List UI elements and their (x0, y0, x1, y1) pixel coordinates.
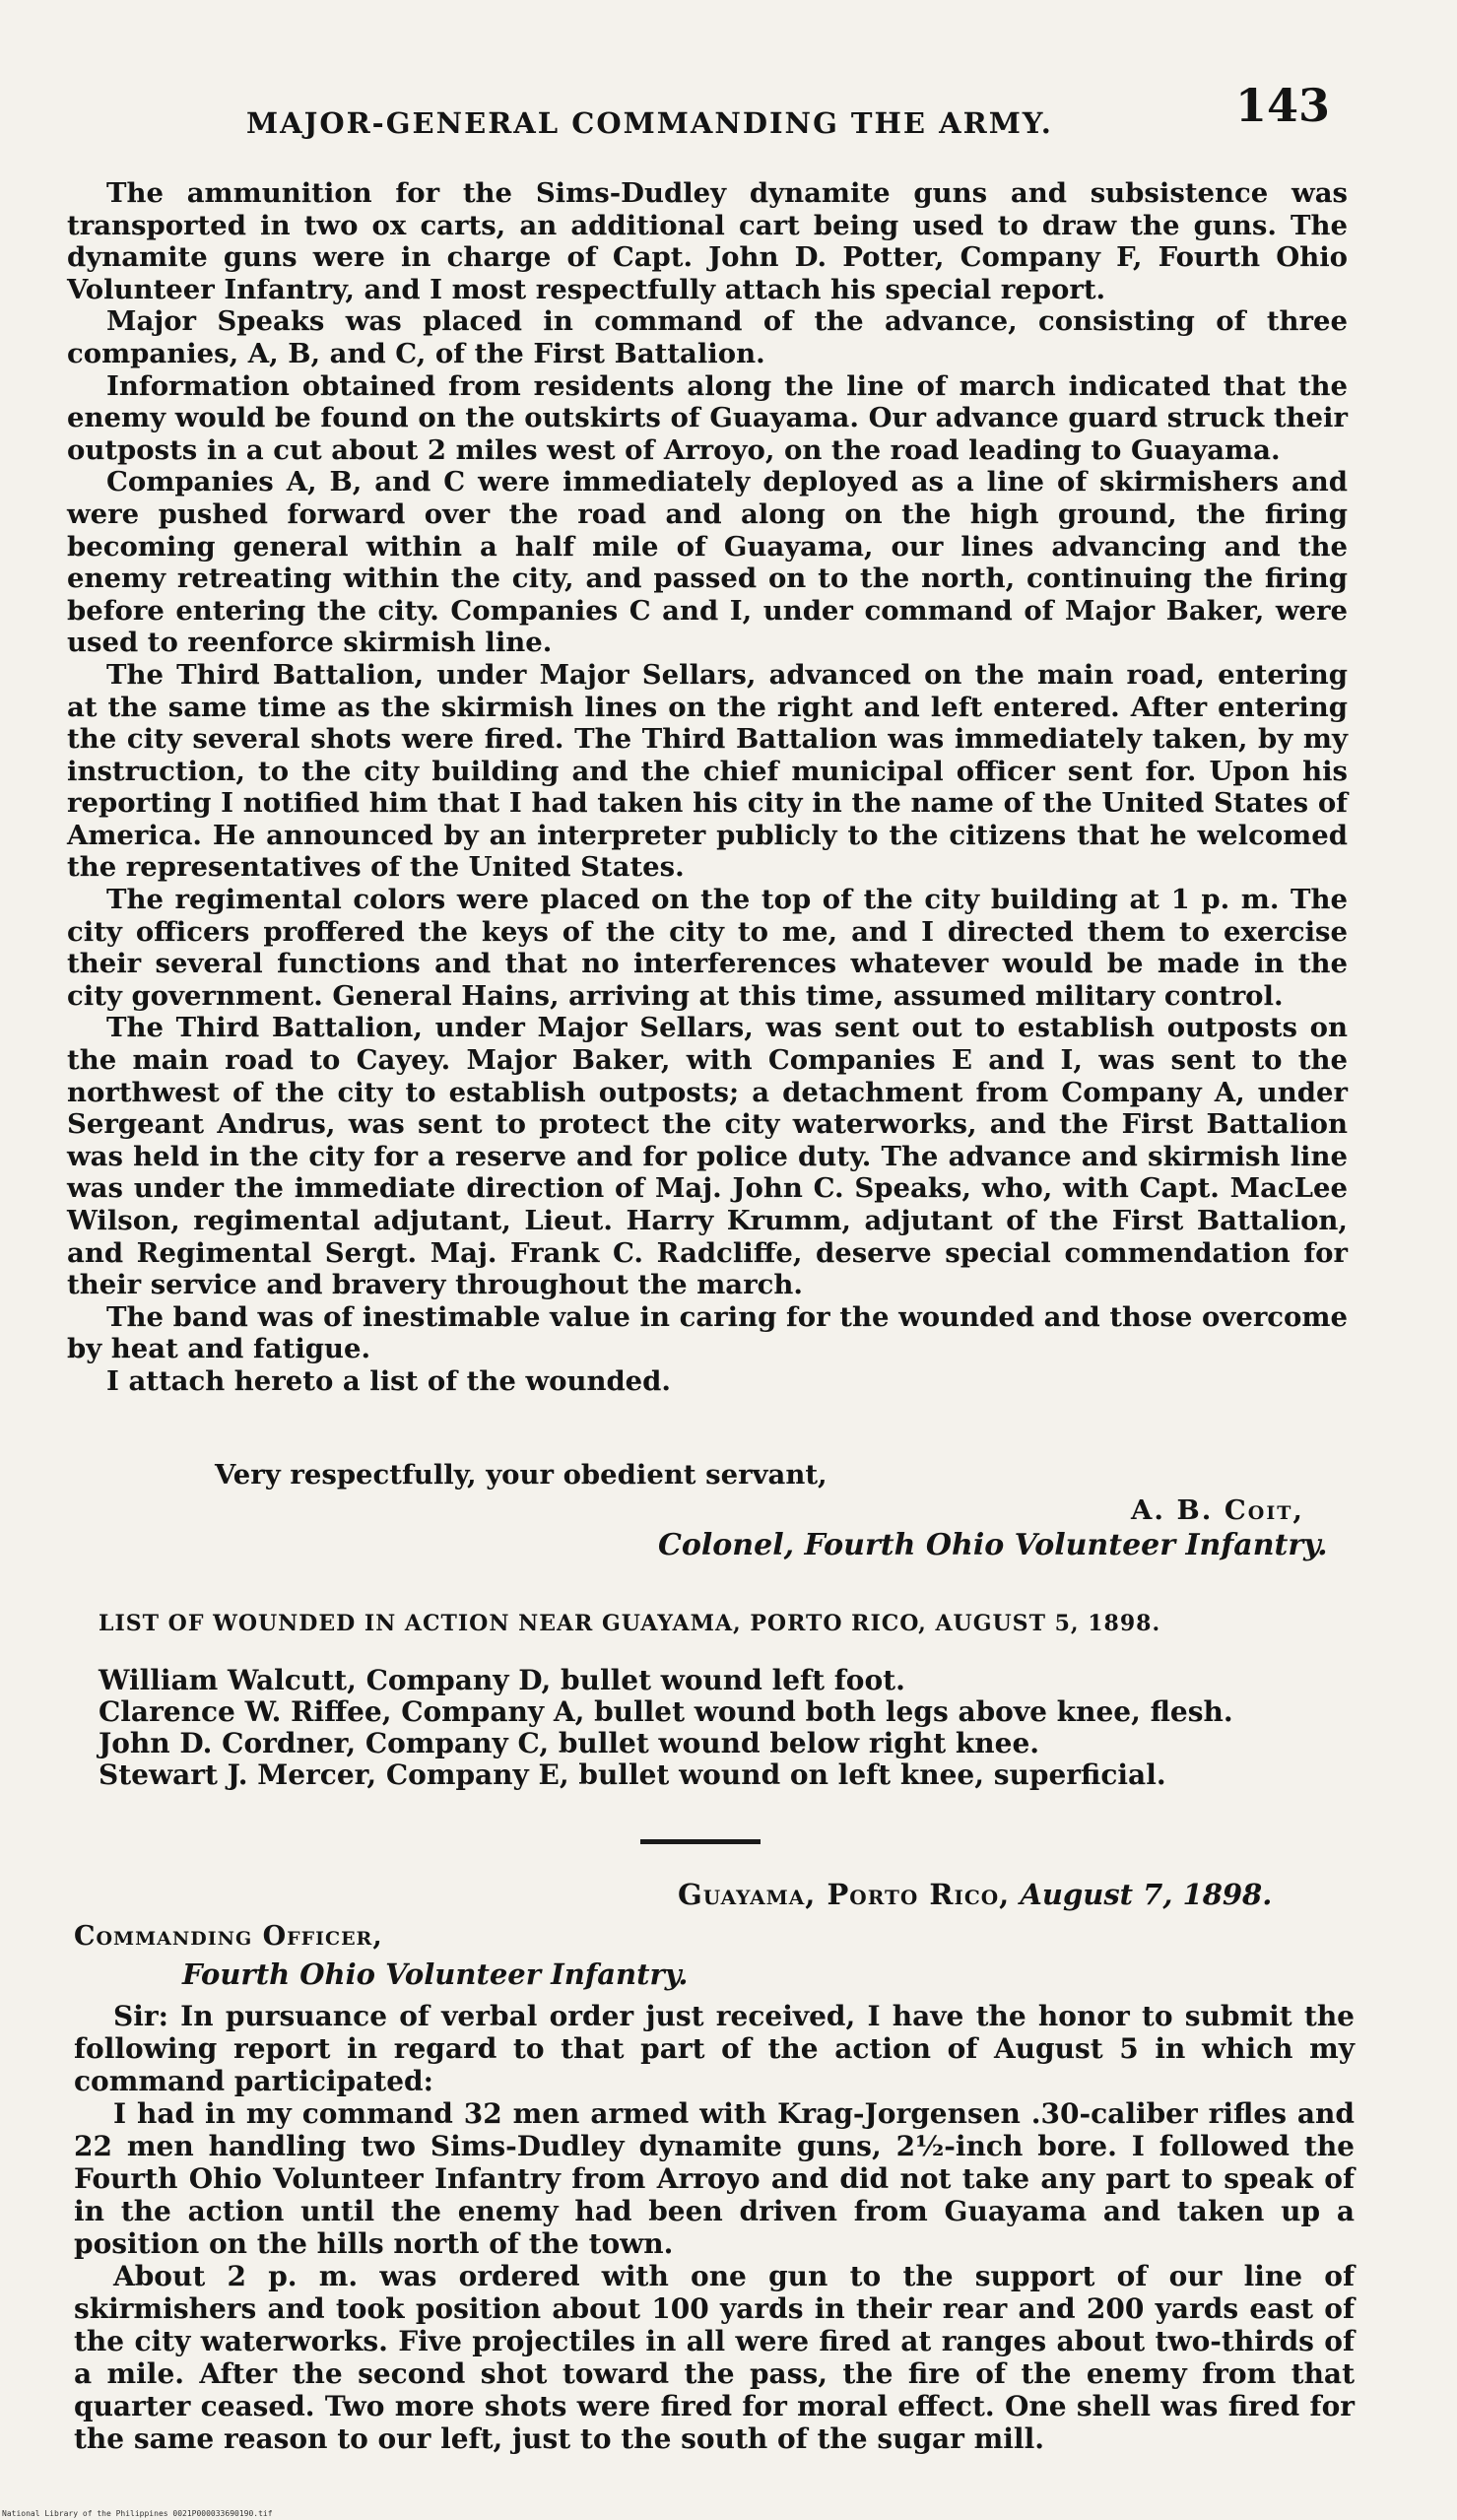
letter-paragraph: I had in my command 32 men armed with Krag-Jorgensen .30-caliber rifles and 22 men handling two Sims-Dudley dynamite guns, 2½-inch bore. I followed the Fourth Ohio Volunteer Infantry from Arroyo and did not take any part to speak of in the action until the enemy had been driven from Guayama and taken up a position on the hills north of the town. (74, 2097, 1355, 2260)
report-paragraph: The regimental colors were placed on the top of the city building at 1 p. m. The city officers proffered the keys of the city to me, and I directed them to exercise their several functions and that no interferences whatever would be made in the city government. General Hains, arriving at this time, assumed military control. (67, 884, 1348, 1012)
list-item: William Walcutt, Company D, bullet wound left foot. (99, 1664, 905, 1696)
page-number: 143 (1234, 79, 1330, 132)
running-head: MAJOR-GENERAL COMMANDING THE ARMY. (246, 106, 1053, 140)
report-paragraph: The Third Battalion, under Major Sellars, was sent out to establish outposts on the main road to Cayey. Major Baker, with Companies E and I, was sent to the northwest of the city to establish outposts; a detachment from Company A, under Sergeant Andrus, was sent to protect the city waterworks, and the First Battalion was held in the city for a reserve and for police duty. The advance and skirmish line was under the immediate direction of Maj. John C. Speaks, who, with Capt. MacLee Wilson, regimental adjutant, Lieut. Harry Krumm, adjutant of the First Battalion, and Regimental Sergt. Maj. Frank C. Radcliffe, deserve special commendation for their service and bravery throughout the march. (67, 1012, 1348, 1301)
dateline-date: August 7, 1898. (1020, 1878, 1273, 1911)
report-paragraph: The ammunition for the Sims-Dudley dynamite guns and subsistence was transported in two ox carts, an additional cart being used to draw the guns. The dynamite guns were in charge of Capt. John D. Potter, Company F, Fourth Ohio Volunteer Infantry, and I most respectfully attach his special report. (67, 177, 1348, 305)
closing-phrase: Very respectfully, your obedient servant, (215, 1459, 828, 1491)
report-paragraph: The Third Battalion, under Major Sellars, advanced on the main road, entering at the same time as the skirmish lines on the right and left entered. After entering the city several shots were fired. The Third Battalion was immediately taken, by my instruction, to the city building and the chief municipal officer sent for. Upon his reporting I notified him that I had taken his city in the name of the United States of America. He announced by an interpreter publicly to the citizens that he welcomed the representatives of the United States. (67, 658, 1348, 884)
report-closing (67, 1458, 1348, 1562)
archive-stamp: National Library of the Philippines 0021P000033690190.tif (2, 2509, 273, 2518)
dateline-place: Guayama, Porto Rico, (678, 1878, 1011, 1911)
wounded-list (99, 1665, 1330, 1791)
letter-dateline (678, 1878, 1272, 1911)
signer-name: A. B. Coit, (1131, 1494, 1304, 1526)
report-paragraph: Companies A, B, and C were immediately deployed as a line of skirmishers and were pushed forward over the road and along on the high ground, the firing becoming general within a half mile of Guayama, our lines advancing and the enemy retreating within the city, and passed on to the north, continuing the firing before entering the city. Companies C and I, under command of Major Baker, were used to reenforce skirmish line. (67, 466, 1348, 659)
addressee-line: Fourth Ohio Volunteer Infantry. (182, 1957, 689, 1991)
letter-addressee (74, 1921, 688, 1991)
list-item: Stewart J. Mercer, Company E, bullet wound on left knee, superficial. (99, 1758, 1166, 1791)
report-paragraph: I attach hereto a list of the wounded. (106, 1364, 671, 1397)
report-body (67, 177, 1348, 1398)
list-item: John D. Cordner, Company C, bullet wound below right knee. (99, 1727, 1040, 1759)
report-paragraph: The band was of inestimable value in caring for the wounded and those overcome by heat and fatigue. (67, 1300, 1348, 1365)
section-divider (640, 1839, 761, 1844)
addressee-line: Commanding Officer, (74, 1921, 383, 1952)
list-item: Clarence W. Riffee, Company A, bullet wound both legs above knee, flesh. (99, 1695, 1233, 1728)
report-paragraph: Information obtained from residents along the line of march indicated that the enemy would be found on the outskirts of Guayama. Our advance guard struck their outposts in a cut about 2 miles west of Arroyo, on the road leading to Guayama. (67, 369, 1348, 466)
signer-title: Colonel, Fourth Ohio Volunteer Infantry. (658, 1528, 1328, 1562)
letter-paragraph: About 2 p. m. was ordered with one gun to the support of our line of skirmishers and took position about 100 yards in their rear and 200 yards east of the city waterworks. Five projectiles in all were fired at ranges about two-thirds of a mile. After the second shot toward the pass, the fire of the enemy from that quarter ceased. Two more shots were fired for moral effect. One shell was fired for the same reason to our left, just to the south of the sugar mill. (74, 2260, 1355, 2455)
wounded-list-heading: LIST OF WOUNDED IN ACTION NEAR GUAYAMA, PORTO RICO, AUGUST 5, 1898. (99, 1611, 1161, 1636)
report-paragraph: Major Speaks was placed in command of the advance, consisting of three companies, A, B, and C, of the First Battalion. (67, 305, 1348, 369)
letter-body (74, 2000, 1355, 2455)
page-header (99, 79, 1379, 158)
letter-paragraph: Sir: In pursuance of verbal order just received, I have the honor to submit the following report in regard to that part of the action of August 5 in which my command participated: (74, 2000, 1355, 2097)
